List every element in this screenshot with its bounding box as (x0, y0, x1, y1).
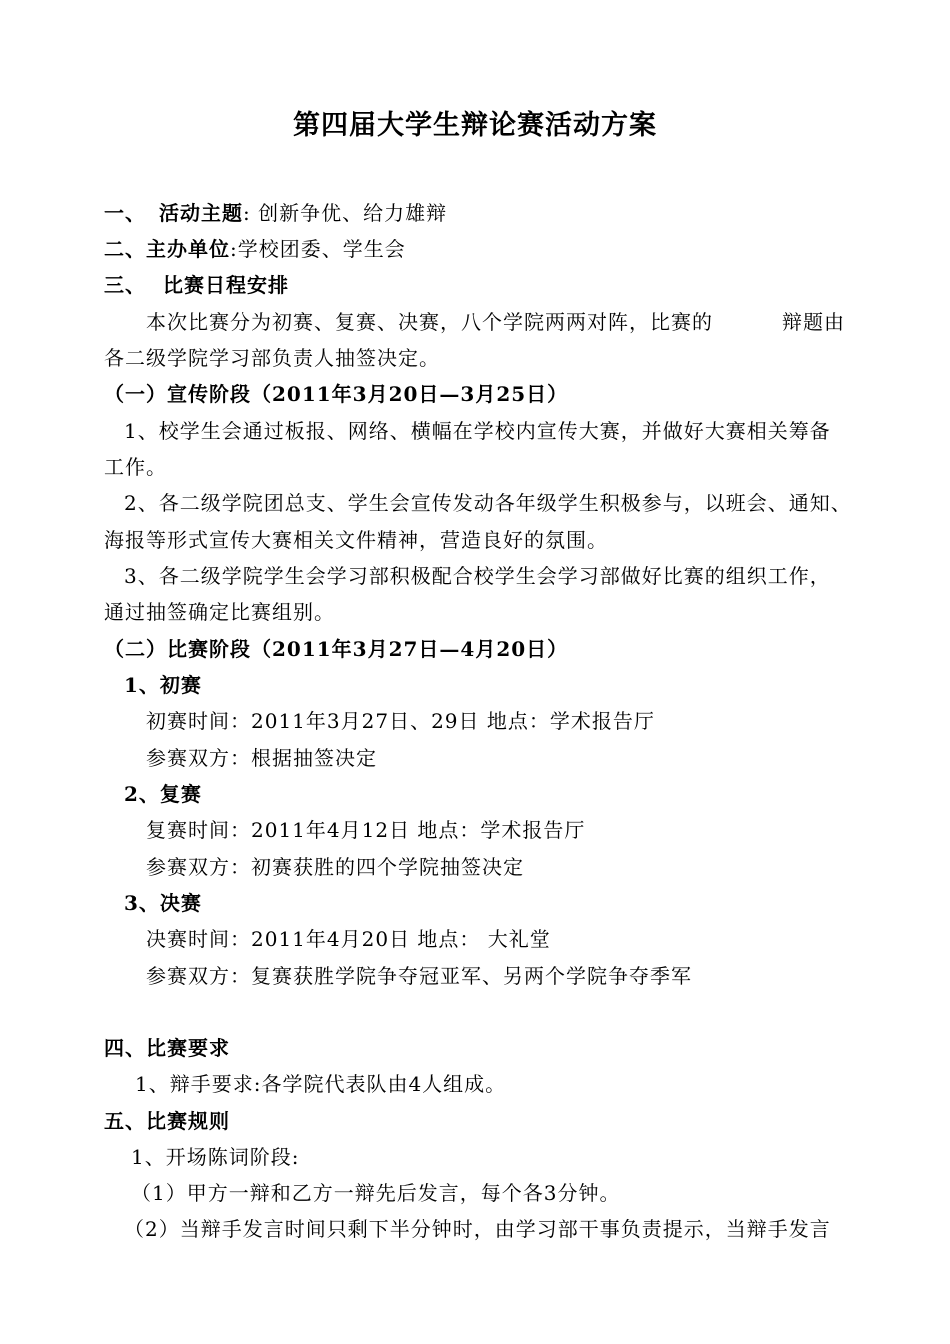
prelim-time-venue: 初赛时间：2011年3月27日、29日 地点：学术报告厅 (146, 709, 655, 733)
section-4-heading: 四、比赛要求 (104, 1036, 230, 1060)
final-teams: 参赛双方：复赛获胜学院争夺冠亚军、另两个学院争夺季军 (146, 964, 692, 988)
section-5-sub-2: （2）当辩手发言时间只剩下半分钟时，由学习部干事负责提示，当辩手发言 (124, 1217, 831, 1241)
schedule-intro-line-1b: 辩题由 (782, 310, 845, 334)
section-1-theme (159, 200, 447, 226)
section-2-label: 二、主办单位 (104, 237, 230, 261)
phase-1-item-3: 3、各二级学院学生会学习部积极配合校学生会学习部做好比赛的组织工作， (124, 564, 831, 588)
phase-1-item-1: 1、校学生会通过板报、网络、横幅在学校内宣传大赛，并做好大赛相关筹备 (124, 419, 831, 443)
semi-teams: 参赛双方：初赛获胜的四个学院抽签决定 (146, 855, 524, 879)
section-1-number: 一、 (104, 201, 146, 225)
semi-time-venue: 复赛时间：2011年4月12日 地点：学术报告厅 (146, 818, 586, 842)
section-1-label: 活动主题 (159, 201, 243, 225)
section-5-item-1: 1、开场陈词阶段: (131, 1145, 300, 1169)
phase-1-item-3-cont: 通过抽签确定比赛组别。 (104, 600, 335, 624)
prelim-heading: 1、初赛 (124, 673, 202, 697)
prelim-teams: 参赛双方：根据抽签决定 (146, 746, 377, 770)
phase-2-heading: （二）比赛阶段（2011年3月27日—4月20日） (104, 637, 569, 661)
section-2-organizer (104, 236, 406, 262)
section-2-colon: : (230, 237, 238, 261)
semi-heading: 2、复赛 (124, 782, 202, 806)
section-5-sub-1: （1）甲方一辩和乙方一辩先后发言，每个各3分钟。 (131, 1181, 621, 1205)
section-5-heading: 五、比赛规则 (104, 1109, 230, 1133)
section-1-value: 创新争优、给力雄辩 (258, 201, 448, 225)
schedule-intro-line-1a: 本次比赛分为初赛、复赛、决赛，八个学院两两对阵，比赛的 (146, 310, 713, 334)
section-1-colon: : (243, 201, 251, 225)
section-3-heading: 比赛日程安排 (163, 273, 289, 297)
document-title: 第四届大学生辩论赛活动方案 (293, 110, 657, 141)
phase-1-heading: （一）宣传阶段（2011年3月20日—3月25日） (104, 382, 569, 406)
section-4-item-1: 1、辩手要求:各学院代表队由4人组成。 (135, 1072, 507, 1096)
schedule-intro-line-2: 各二级学院学习部负责人抽签决定。 (104, 346, 440, 370)
final-heading: 3、决赛 (124, 891, 202, 915)
phase-1-item-1-cont: 工作。 (104, 455, 167, 479)
section-2-value: 学校团委、学生会 (237, 237, 406, 261)
phase-1-item-2: 2、各二级学院团总支、学生会宣传发动各年级学生积极参与，以班会、通知、 (124, 491, 852, 515)
section-3-number: 三、 (104, 273, 146, 297)
phase-1-item-2-cont: 海报等形式宣传大赛相关文件精神，营造良好的氛围。 (104, 528, 608, 552)
final-time-venue: 决赛时间：2011年4月20日 地点： 大礼堂 (146, 927, 551, 951)
